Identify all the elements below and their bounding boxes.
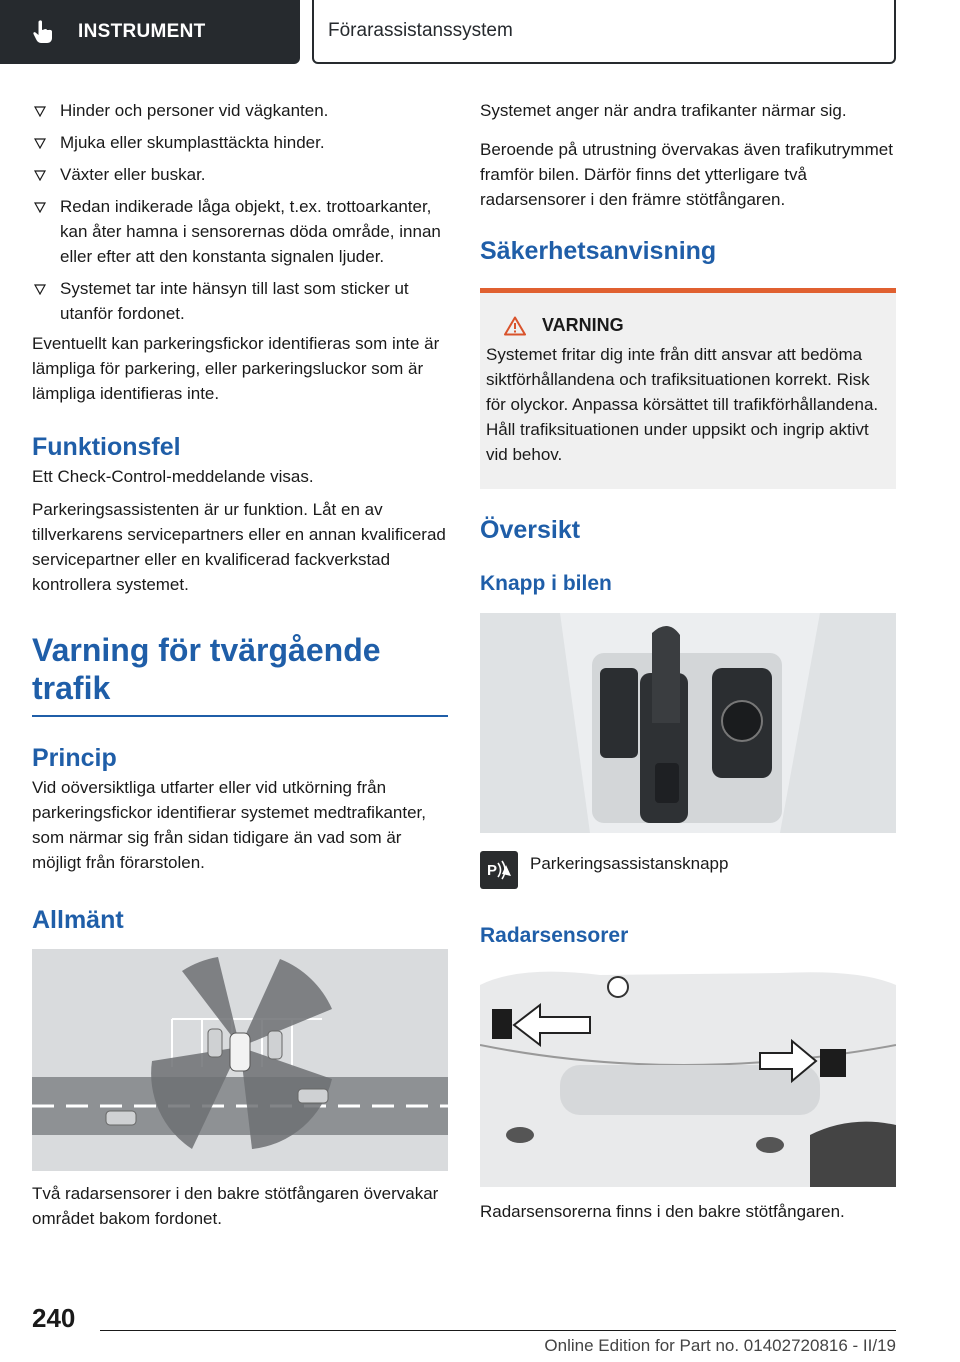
heading-funktionsfel: Funktionsfel xyxy=(32,433,181,461)
paragraph: Vid oöversiktliga utfarter eller vid utkörning från parkeringsfickor identifierar systemet medtrafikanter, som närmar sig från sidan tidigare än vad som är möjligt från förarstolen. xyxy=(32,778,426,872)
list-item-text: Redan indikerade låga objekt, t.ex. trottoarkanter, kan åter hamna i sensorernas döda område, innan eller efter att den konstanta signalen ljuder. xyxy=(60,197,441,266)
cross-traffic-diagram xyxy=(32,949,448,1171)
list-item-text: Hinder och personer vid vägkanten. xyxy=(60,101,329,120)
heading-sakerhetsanvisning: Säkerhetsanvisning xyxy=(480,237,717,265)
list-item xyxy=(32,276,448,326)
list-item-text: Växter eller buskar. xyxy=(60,165,206,184)
warning-text: Systemet fritar dig inte från ditt ansvar att bedöma siktförhållandena och trafiksituationen korrekt. Risk för olyckor. Anpassa körsättet till trafikförhållandena. Håll trafiksituationen under uppsikt och ingrip aktivt vid behov. xyxy=(486,345,879,464)
left-column xyxy=(32,98,448,1239)
list-item xyxy=(32,130,448,155)
list-item xyxy=(32,194,448,269)
warning-header xyxy=(486,315,886,336)
triangle-bullet-icon xyxy=(34,137,46,149)
list-item xyxy=(32,98,448,123)
paragraph: Eventuellt kan parkeringsfickor identifieras som inte är lämpliga för parkering, eller parkeringsluckor som är lämpliga identifieras inte. xyxy=(32,334,440,403)
section-title: Förarassistanssystem xyxy=(312,0,896,64)
button-caption-row xyxy=(480,851,896,889)
edition-text: Online Edition for Part no. 01402720816 - II/19 xyxy=(544,1336,896,1355)
footer-divider xyxy=(100,1330,896,1331)
button-caption: Parkeringsassistansknapp xyxy=(530,854,729,873)
chapter-tab[interactable] xyxy=(0,0,300,64)
paragraph: Systemet anger när andra trafikanter närmar sig. xyxy=(480,101,847,120)
radar-sensor-photo xyxy=(480,965,896,1187)
heading-radarsensorer: Radarsensorer xyxy=(480,924,629,947)
chapter-label: INSTRUMENT xyxy=(78,21,206,42)
parking-assist-icon xyxy=(480,851,518,889)
warning-box xyxy=(480,293,896,489)
heading-knapp-i-bilen: Knapp i bilen xyxy=(480,572,612,595)
console-photo xyxy=(480,613,896,833)
page-number: 240 xyxy=(32,1303,76,1333)
heading-oversikt: Översikt xyxy=(480,516,581,544)
paragraph: Beroende på utrustning övervakas även trafikutrymmet framför bilen. Därför finns det ytterligare två radarsensorer i den främre stötfångaren. xyxy=(480,140,893,209)
list-item-text: Mjuka eller skumplasttäckta hinder. xyxy=(60,133,325,152)
heading-divider xyxy=(32,715,448,717)
triangle-bullet-icon xyxy=(34,283,46,295)
right-column xyxy=(480,98,896,1232)
list-item-text: Systemet tar inte hänsyn till last som sticker ut utanför fordonet. xyxy=(60,279,409,323)
figure-caption: Två radarsensorer i den bakre stötfångaren övervakar området bakom fordonet. xyxy=(32,1184,439,1228)
page-header xyxy=(0,0,960,66)
triangle-bullet-icon xyxy=(34,201,46,213)
figure-caption: Radarsensorerna finns i den bakre stötfångaren. xyxy=(480,1202,845,1221)
warning-triangle-icon xyxy=(504,316,526,336)
hand-pointer-icon xyxy=(30,19,56,45)
triangle-bullet-icon xyxy=(34,169,46,181)
limitations-list xyxy=(32,98,448,326)
paragraph: Parkeringsassistenten är ur funktion. Låt en av tillverkarens servicepartners eller en annan kvalificerad servicepartner eller en kvalificerad fackverkstad kontrollera systemet. xyxy=(32,500,446,594)
heading-allmant: Allmänt xyxy=(32,906,124,934)
heading-varning-tvargaende: Varning för tvärgående trafik xyxy=(32,632,381,706)
paragraph: Ett Check-Control-meddelande visas. xyxy=(32,467,314,486)
warning-label: VARNING xyxy=(542,315,624,335)
heading-princip: Princip xyxy=(32,744,117,772)
svg-text:P: P xyxy=(487,862,498,879)
triangle-bullet-icon xyxy=(34,105,46,117)
list-item xyxy=(32,162,448,187)
